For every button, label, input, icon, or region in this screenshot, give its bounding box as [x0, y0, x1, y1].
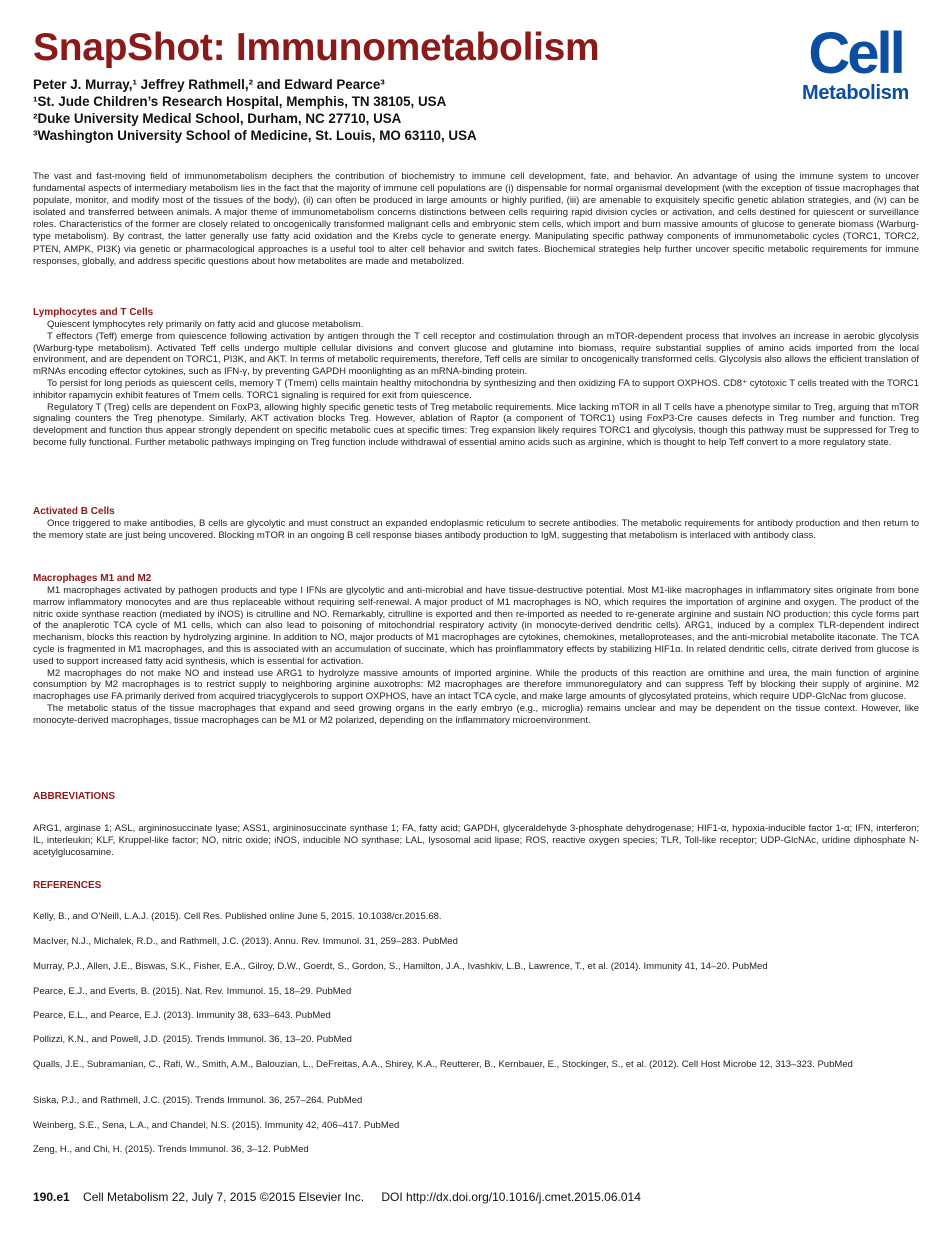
reference-item: Pollizzi, K.N., and Powell, J.D. (2015). Trends Immunol. 36, 13–20. PubMed [33, 1034, 352, 1045]
reference-item: Pearce, E.L., and Pearce, E.J. (2013). Immunity 38, 633–643. PubMed [33, 1010, 331, 1021]
page-footer [33, 1190, 655, 1204]
paragraph: T effectors (Teff) emerge from quiescence following activation by antigen through the T cell receptor and costimulation through an mTOR-dependent process that involves an increase in aerobic glycolysis (Warburg-type metabolism). Activated Teff cells undergo multiple cellular divisions and convert glucose and glutamine into biomass, require substantial supplies of amino acids imported from the local environment, and are dependent on TORC1, PI3K, and AKT. In terms of metabolic requirements, therefore, Teff cells are similar to oncogenically transformed cells. Glycolysis also allows the efficient translation of mRNAs encoding effector cytokines, such as IFN-γ, by preventing GAPDH moonlighting as an mRNA-binding protein. [33, 330, 919, 378]
section-heading: Lymphocytes and T Cells [33, 307, 154, 318]
reference-item: Pearce, E.J., and Everts, B. (2015). Nat. Rev. Immunol. 15, 18–29. PubMed [33, 986, 352, 997]
section-bcells [33, 506, 919, 542]
reference-item: Weinberg, S.E., Sena, L.A., and Chandel, N.S. (2015). Immunity 42, 406–417. PubMed [33, 1120, 400, 1131]
paragraph: To persist for long periods as quiescent cells, memory T (Tmem) cells maintain healthy mitochondria by synthesizing and then oxidizing FA to support OXPHOS. CD8⁺ cytotoxic T cells treated with the TORC1 inhibitor rapamycin exhibit features of Tmem cells. TORC1 signaling is required for exit from quiescence. [33, 377, 919, 401]
page-title: SnapShot: Immunometabolism [33, 26, 600, 69]
paragraph: Quiescent lymphocytes rely primarily on fatty acid and glucose metabolism. [47, 319, 364, 330]
paragraph: Regulatory T (Treg) cells are dependent on FoxP3, allowing highly specific genetic tests of Treg metabolic requirements. Mice lacking mTOR in all T cells have a phenotype similar to Treg, arguing that mTOR signaling counters the Treg phenotype. Similarly, AKT activation blocks Treg. However, ablation of Raptor (a component of TORC1) using FoxP3-Cre causes defects in Treg number and function. Treg development and function thus appear strongly dependent on specific metabolic cues at specific times: Treg expansion likely requires TORC1 and glycolysis, though this pathway must be suppressed for Treg to become fully functional. Further metabolic pathways impinging on Treg function include withdrawal of essential amino acids such as arginine, which is thought to help Teff convert to a more regulatory state. [33, 401, 919, 448]
abbreviations-heading: ABBREVIATIONS [33, 791, 116, 802]
affiliation-1: ¹St. Jude Children’s Research Hospital, Memphis, TN 38105, USA [33, 94, 447, 109]
reference-item: Zeng, H., and Chi, H. (2015). Trends Immunol. 36, 3–12. PubMed [33, 1144, 309, 1155]
affiliation-3: ³Washington University School of Medicine, St. Louis, MO 63110, USA [33, 128, 477, 143]
reference-item: Murray, P.J., Allen, J.E., Biswas, S.K., Fisher, E.A., Gilroy, D.W., Goerdt, S., Gordon, S., Hamilton, J.A., Ivashkiv, L.B., Lawrence, T., et al. (2014). Immunity 41, 14–20. PubMed [33, 961, 768, 972]
logo-metabolism-text: Metabolism [801, 82, 910, 104]
reference-item: MacIver, N.J., Michalek, R.D., and Rathmell, J.C. (2013). Annu. Rev. Immunol. 31, 259–283. PubMed [33, 936, 458, 947]
reference-item: Siska, P.J., and Rathmell, J.C. (2015). Trends Immunol. 36, 257–264. PubMed [33, 1095, 363, 1106]
section-lymphocytes [33, 307, 919, 449]
paragraph: M1 macrophages activated by pathogen products and type I IFNs are glycolytic and anti-microbial and have tissue-destructive potential. Most M1-like macrophages in inflammatory sites originate from bone marrow inflammatory monocytes and are thus replaceable without requiring self-renewal. A major product of M1 macrophages is NO, which requires the importation of arginine and oxygen. The product of the nitric oxide synthase reaction (mediated by iNOS) is citrulline and NO. Remarkably, citrulline is exported and then re-imported as needed to re-generate arginine and sustain NO production; this cycle forms part of the anaplerotic TCA cycle of M1 cells, which can also lead to poisoning of mitochondrial respiratory activity (in monocyte-derived dendritic cells). ARG1, induced by a complex TLR-dependent indirect mechanism, blocks this reaction by hydrolyzing arginine. In addition to NO, major products of M1 macrophages are cytokines, chemokines, metalloproteases, and the anti-microbial metabolite itaconate. The TCA cycle is fragmented in M1 macrophages, and this is associated with an accumulation of succinate, which has proinflammatory effects by stabilizing HIF1α. In related dendritic cells, citrate derived from glucose is used to support increased fatty acid synthesis, which is essential for activation. [33, 585, 919, 667]
section-heading: Activated B Cells [33, 506, 115, 517]
reference-item: Kelly, B., and O’Neill, L.A.J. (2015). Cell Res. Published online June 5, 2015. 10.1038/cr.2015.68. [33, 911, 442, 922]
paragraph: M2 macrophages do not make NO and instead use ARG1 to hydrolyze massive amounts of imported arginine. While the products of this reaction are ornithine and urea, the main function of arginine consumption by M2 macrophages is to restrict supply to neighboring arginine auxotrophs: M2 macrophages are therefore immunoregulatory and can suppress Teff by blocking their supply of arginine. M2 macrophages use FA primarily derived from acquired triacyglycerols to support OXPHOS, have an intact TCA cycle, and make large amounts of glycosylated proteins, which require UDP-GlcNac from glucose. [33, 667, 919, 703]
abbreviations-text: ARG1, arginase 1; ASL, argininosuccinate lyase; ASS1, argininosuccinate synthase 1; FA, fatty acid; GAPDH, glyceraldehyde 3-phosphate dehydrogenase; HIF1-α, hypoxia-inducible factor 1-α; IFN, interferon; IL, interleukin; KLF, Kruppel-like factor; NO, nitric oxide; iNOS, inducible NO synthase; LAL, lysosomal acid lipase; ROS, reactive oxygen species; TLR, Toll-like receptor; UDP-GlcNAc, uridine diphosphate N-acetylglucosamine. [33, 823, 919, 859]
author-list: Peter J. Murray,¹ Jeffrey Rathmell,² and Edward Pearce³ [33, 77, 385, 92]
doi-link[interactable]: DOI http://dx.doi.org/10.1016/j.cmet.2015.06.014 [381, 1190, 641, 1204]
intro-paragraph: The vast and fast-moving field of immunometabolism deciphers the contribution of biochemistry to immune cell development, fate, and behavior. An advantage of using the immune system to uncover fundamental aspects of intermediary metabolism lies in the fact that the majority of immune cell populations are (i) dispensable for normal organismal development (with the exception of tissue macrophages that populate, monitor, and modify most of the tissues of the body), (ii) can often be produced in large amounts or highly purified, (iii) are amenable to exquisitely specific genetic ablation strategies, and (iv) can be isolated and transferred between animals. A major theme of immunometabolism concerns distinctions between cells requiring rapid division cycles or activation, and cells destined for quiescent or surveillance roles. Characteristics of the former are closely related to oncogenically transformed malignant cells and embryonic stem cells, which import and burn massive amounts of glucose to generate biomass (Warburg-type metabolism). By contrast, the latter generally use fatty acid oxidation and the Krebs cycle to generate energy. Manipulating specific pathway components of immunometabolic cycles (TORC1, TORC2, PTEN, AMPK, PI3K) via genetic or pharmacological approaches is a useful tool to alter cell behavior and switch fates. Biochemical strategies help further uncover specific metabolic requirements for immune responses, globally, and address specific questions about how metabolites are made and metabolized. [33, 171, 919, 267]
section-heading: Macrophages M1 and M2 [33, 573, 152, 584]
affiliation-2: ²Duke University Medical School, Durham, NC 27710, USA [33, 111, 402, 126]
journal-citation: Cell Metabolism 22, July 7, 2015 ©2015 Elsevier Inc. [83, 1190, 365, 1204]
journal-logo [788, 21, 923, 104]
reference-item: Qualls, J.E., Subramanian, C., Rafi, W., Smith, A.M., Balouzian, L., DeFreitas, A.A., Shirey, K.A., Reutterer, B., Kernbauer, E., Stockinger, S., et al. (2012). Cell Host Microbe 12, 313–323. PubMed [33, 1059, 853, 1070]
section-macrophages [33, 573, 919, 727]
page-number: 190.e1 [33, 1190, 70, 1204]
paragraph: The metabolic status of the tissue macrophages that expand and seed growing organs in the early embryo (e.g., microglia) remains unclear and may be dependent on the tissue context. However, like monocyte-derived macrophages, tissue macrophages can be M1 or M2 polarized, depending on the inflammatory microenvironment. [33, 702, 919, 726]
references-heading: REFERENCES [33, 880, 102, 891]
logo-cell-text: Cell [808, 21, 903, 86]
paragraph: Once triggered to make antibodies, B cells are glycolytic and must construct an expanded endoplasmic reticulum to secrete antibodies. The metabolic requirements for antibody production and then return to the memory state are just being uncovered. Blocking mTOR in an ongoing B cell response biases antibody production to IgM, suggesting that metabolism is interlaced with antibody class. [33, 518, 919, 541]
